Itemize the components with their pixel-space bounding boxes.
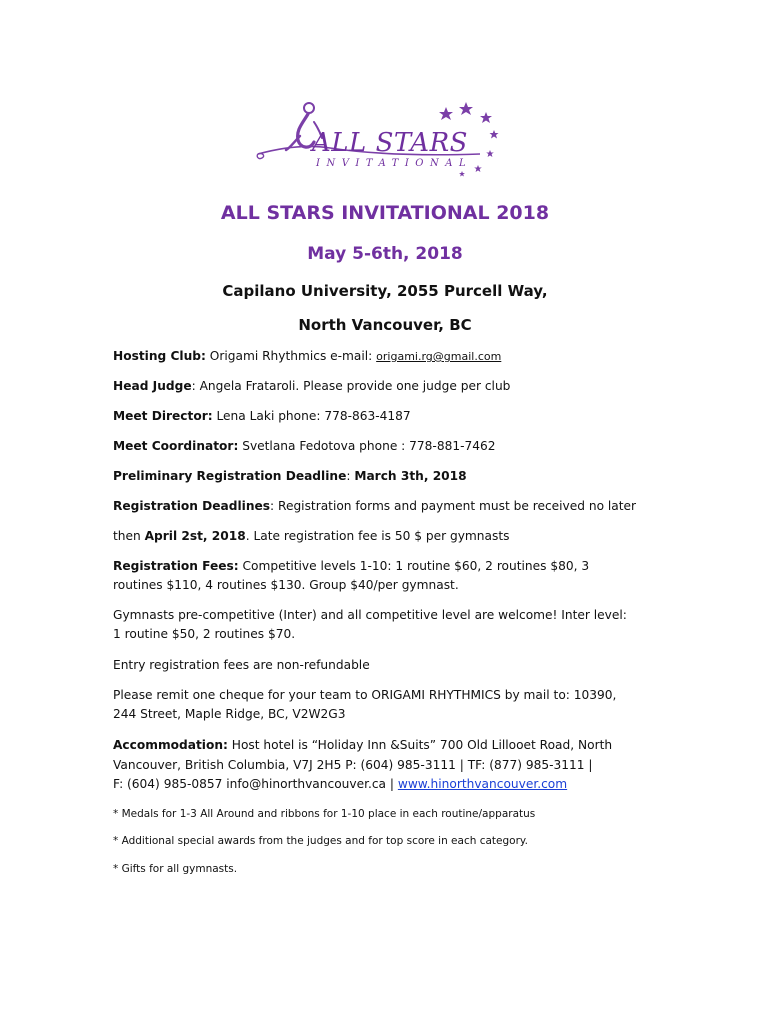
registration-deadline-date: April 2st, 2018 [144,529,246,543]
preliminary-deadline-sep: : [346,469,355,483]
registration-fees-label: Registration Fees: [113,559,239,573]
registration-deadline-text: : Registration forms and payment must be received no later [270,499,637,513]
note-medals: * Medals for 1-3 All Around and ribbons for 1-10 place in each routine/apparatus [113,808,536,820]
head-judge-text: : Angela Frataroli. Please provide one judge per club [191,379,511,393]
note-gifts: * Gifts for all gymnasts. [113,863,238,875]
preliminary-deadline-label: Preliminary Registration Deadline [113,469,347,483]
head-judge-label: Head Judge [113,379,192,393]
preliminary-deadline-date: March 3th, 2018 [354,469,467,483]
page-title: ALL STARS INVITATIONAL 2018 [220,202,550,224]
preliminary-deadline-line [113,467,467,486]
registration-deadline-label: Registration Deadlines [113,499,271,513]
registration-fees-line-1 [113,557,589,576]
registration-deadline-line-1 [113,497,636,516]
logo-subtitle: INVITATIONAL [316,158,473,169]
meet-director-label: Meet Director: [113,409,213,423]
non-refundable-line: Entry registration fees are non-refundable [113,658,370,672]
note-awards: * Additional special awards from the judges and for top score in each category. [113,835,528,847]
registration-deadline-pre: then [113,529,145,543]
hosting-club-text: Origami Rhythmics e-mail: [205,349,377,363]
accommodation-contact: F: (604) 985-0857 info@hinorthvancouver.ca | [113,777,398,791]
welcome-line-2: 1 routine $50, 2 routines $70. [113,627,296,641]
meet-coordinator-label: Meet Coordinator: [113,439,239,453]
accommodation-line-2: Vancouver, British Columbia, V7J 2H5 P: (604) 985-3111 | TF: (877) 985-3111 | [113,758,593,772]
welcome-line-1: Gymnasts pre-competitive (Inter) and all competitive level are welcome! Inter level: [113,608,627,622]
meet-director-line [113,407,411,426]
accommodation-line-1 [113,736,612,755]
meet-director-text: Lena Laki phone: 778-863-4187 [212,409,411,423]
meet-coordinator-line [113,437,496,456]
all-stars-logo [250,98,510,182]
hosting-email-link[interactable]: origami.rg@gmail.com [376,350,502,363]
hotel-website-link[interactable]: www.hinorthvancouver.com [397,777,568,791]
accommodation-text: Host hotel is “Holiday Inn &Suits” 700 Old Lillooet Road, North [227,738,613,752]
hosting-club-label: Hosting Club: [113,349,206,363]
venue-line-2: North Vancouver, BC [298,316,472,334]
remit-line-1: Please remit one cheque for your team to ORIGAMI RHYTHMICS by mail to: 10390, [113,688,617,702]
meet-coordinator-text: Svetlana Fedotova phone : 778-881-7462 [238,439,496,453]
logo-name: ALL STARS [312,128,468,158]
registration-deadline-line-2 [113,527,509,546]
registration-deadline-post: . Late registration fee is 50 $ per gymnasts [245,529,510,543]
remit-line-2: 244 Street, Maple Ridge, BC, V2W2G3 [113,707,346,721]
venue-line-1: Capilano University, 2055 Purcell Way, [222,282,548,300]
event-date: May 5-6th, 2018 [307,244,463,264]
hosting-club-line [113,347,501,366]
registration-fees-line-2: routines $110, 4 routines $130. Group $40/per gymnast. [113,578,459,592]
registration-fees-text: Competitive levels 1-10: 1 routine $60, 2 routines $80, 3 [238,559,590,573]
accommodation-line-3 [113,775,567,794]
head-judge-line [113,377,510,396]
accommodation-label: Accommodation: [113,738,228,752]
